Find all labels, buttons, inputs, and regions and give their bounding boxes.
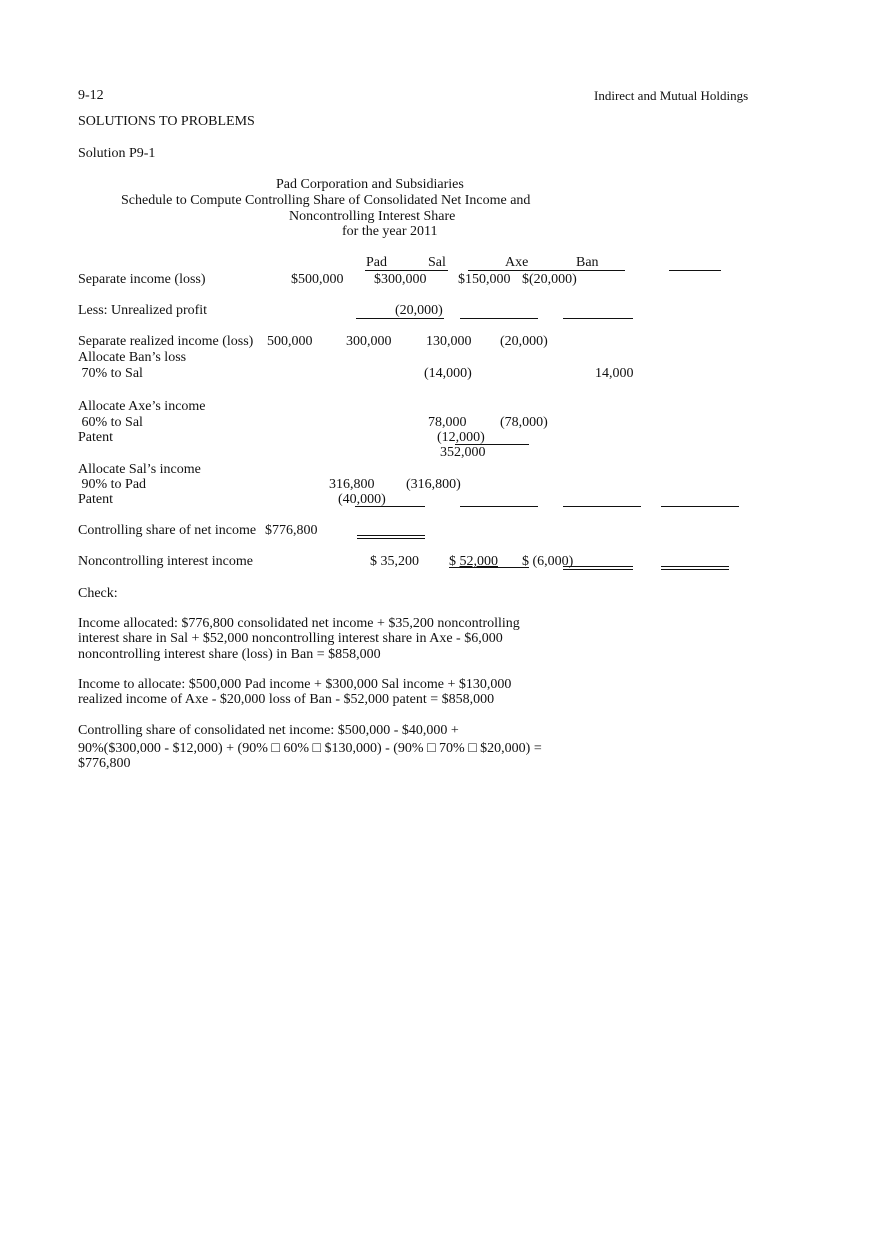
row-label-patent-axe: Patent [78,430,113,445]
allocate-ban-ban: 14,000 [595,366,634,381]
row-label-allocate-axe-percent: 60% to Sal [78,415,143,430]
check-income-to-allocate-line: Income to allocate: $500,000 Pad income + $300,000 Sal income + $130,000 [78,677,512,692]
separate-income-sal: $300,000 [374,272,427,287]
noncontrolling-axe-prefix: $ [449,554,460,569]
double-underline [357,538,425,539]
chapter-title: Indirect and Mutual Holdings [594,88,749,103]
schedule-title-noncontrolling: Noncontrolling Interest Share [289,209,456,224]
realized-income-pad: 500,000 [267,334,313,349]
noncontrolling-axe-value: 52,000 [459,554,498,569]
allocate-sal-sal: (316,800) [406,477,461,492]
row-label-patent-sal: Patent [78,492,113,507]
noncontrolling-ban: $ (6,000) [522,554,574,569]
check-controlling-share-line: $776,800 [78,756,131,771]
sal-total-after-axe: 352,000 [440,445,486,460]
header-underline [669,270,721,271]
allocate-axe-sal: 78,000 [428,415,467,430]
total-underline [355,506,425,507]
row-label-separate-income: Separate income (loss) [78,272,206,287]
row-label-allocate-ban: Allocate Ban’s loss [78,350,187,365]
column-header-pad: Pad [366,255,387,270]
realized-income-ban: (20,000) [500,334,548,349]
row-label-allocate-sal-percent: 90% to Pad [78,477,147,492]
check-heading: Check: [78,586,118,601]
double-underline [661,569,729,570]
check-income-allocated-line: interest share in Sal + $52,000 noncontrolling interest share in Axe - $6,000 [78,631,503,646]
total-underline [356,318,444,319]
total-underline [460,318,538,319]
unrealized-profit-axe: (20,000) [395,303,443,318]
double-underline [563,569,633,570]
row-label-allocate-sal: Allocate Sal’s income [78,462,201,477]
patent-sal-pad: (40,000) [338,492,386,507]
realized-income-axe: 130,000 [426,334,472,349]
total-underline [661,506,739,507]
allocate-sal-pad: 316,800 [329,477,375,492]
row-label-separate-realized-income: Separate realized income (loss) [78,334,254,349]
total-underline [563,506,641,507]
double-underline [357,535,425,536]
check-income-to-allocate-line: realized income of Axe - $20,000 loss of Ban - $52,000 patent = $858,000 [78,692,495,707]
realized-income-sal: 300,000 [346,334,392,349]
section-title: SOLUTIONS TO PROBLEMS [78,114,255,129]
header-underline [468,270,530,271]
schedule-title-company: Pad Corporation and Subsidiaries [276,177,464,192]
schedule-title-description: Schedule to Compute Controlling Share of Consolidated Net Income and [121,193,531,208]
total-underline [460,506,538,507]
column-header-axe: Axe [505,255,529,270]
solution-label: Solution P9-1 [78,146,156,161]
header-underline [530,270,625,271]
row-label-noncontrolling-interest: Noncontrolling interest income [78,554,253,569]
row-label-unrealized-profit: Less: Unrealized profit [78,303,208,318]
controlling-share-pad: $776,800 [265,523,318,538]
noncontrolling-sal: $ 35,200 [370,554,419,569]
row-label-controlling-share: Controlling share of net income [78,523,257,538]
row-label-allocate-axe: Allocate Axe’s income [78,399,206,414]
schedule-title-year: for the year 2011 [342,224,438,239]
double-underline [563,566,633,567]
check-controlling-share-line: 90%($300,000 - $12,000) + (90% □ 60% □ $130,000) - (90% □ 70% □ $20,000) = [78,741,542,756]
column-header-ban: Ban [576,255,599,270]
column-header-sal: Sal [428,255,446,270]
allocate-axe-axe: (78,000) [500,415,548,430]
check-controlling-share-line: Controlling share of consolidated net income: $500,000 - $40,000 + [78,723,459,738]
separate-income-ban: $(20,000) [522,272,577,287]
page-number: 9-12 [78,88,104,103]
check-income-allocated-line: Income allocated: $776,800 consolidated net income + $35,200 noncontrolling [78,616,520,631]
header-underline [423,270,448,271]
separate-income-axe: $150,000 [458,272,511,287]
total-underline [563,318,633,319]
double-underline [661,566,729,567]
header-underline [365,270,423,271]
double-underline [449,567,529,568]
separate-income-pad: $500,000 [291,272,344,287]
patent-axe-sal: (12,000) [437,430,485,445]
check-income-allocated-line: noncontrolling interest share (loss) in Ban = $858,000 [78,647,381,662]
row-label-allocate-ban-percent: 70% to Sal [78,366,143,381]
allocate-ban-sal: (14,000) [424,366,472,381]
